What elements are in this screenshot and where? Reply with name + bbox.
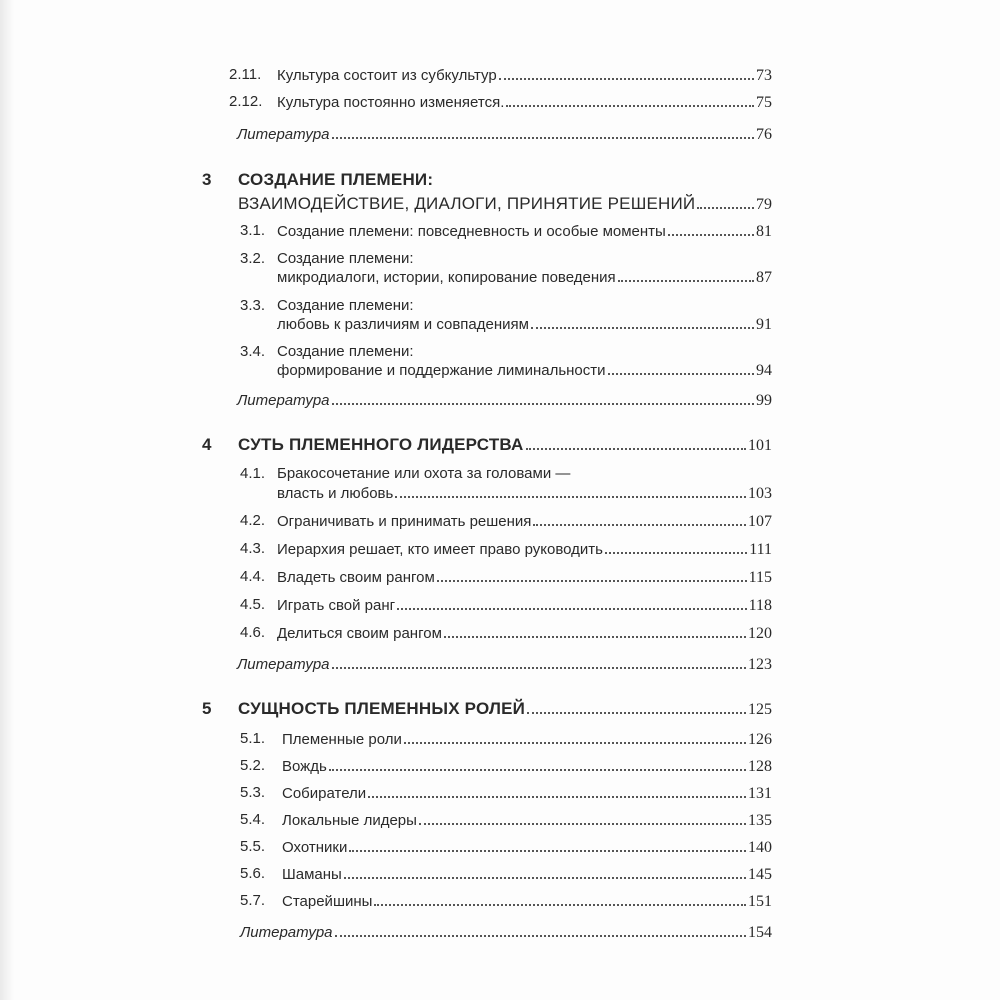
page-number: 140 — [748, 839, 772, 856]
page-number: 91 — [756, 316, 772, 333]
leader-dots — [332, 655, 747, 669]
chapter-number: 4 — [202, 435, 212, 454]
page-number: 111 — [749, 541, 772, 558]
page-number: 79 — [756, 196, 772, 213]
section-number: 2.12. — [229, 93, 263, 110]
chapter-number: 5 — [202, 699, 212, 718]
section-number: 4.3. — [240, 540, 266, 557]
section-number: 5.6. — [240, 865, 266, 882]
literature-title: Литература — [240, 924, 333, 941]
page-number: 126 — [748, 731, 772, 748]
leader-dots — [668, 222, 754, 236]
page-number: 94 — [756, 362, 772, 379]
literature-title: Литература — [237, 392, 330, 409]
section-number: 4.2. — [240, 512, 266, 529]
section-title: Культура состоит из субкультур — [277, 67, 497, 84]
page-edge-shadow — [0, 0, 14, 1000]
section-number: 5.2. — [240, 757, 266, 774]
leader-dots — [533, 512, 746, 526]
leader-dots — [444, 624, 746, 638]
leader-dots — [605, 540, 747, 554]
page-number: 145 — [748, 866, 772, 883]
section-title: Ограничивать и принимать решения — [277, 513, 532, 530]
section-title: Племенные роли — [282, 731, 402, 748]
section-number: 5.5. — [240, 838, 266, 855]
section-title: Шаманы — [282, 866, 342, 883]
chapter-title-line2: ВЗАИМОДЕЙСТВИЕ, ДИАЛОГИ, ПРИНЯТИЕ РЕШЕНИЙ — [238, 194, 696, 213]
page-number: 81 — [756, 223, 772, 240]
page-number: 76 — [756, 126, 772, 143]
section-number: 5.4. — [240, 811, 266, 828]
section-title-line2: микродиалоги, истории, копирование поведения — [277, 269, 616, 286]
leader-dots — [395, 484, 746, 498]
section-title-line1: Бракосочетание или охота за головами — — [277, 465, 571, 482]
page-number: 120 — [748, 625, 772, 642]
page-number: 87 — [756, 269, 772, 286]
leader-dots — [374, 892, 746, 906]
leader-dots — [329, 757, 746, 771]
section-number: 4.4. — [240, 568, 266, 585]
page-number: 128 — [748, 758, 772, 775]
section-title: Собиратели — [282, 785, 367, 802]
page-number: 125 — [748, 701, 772, 718]
section-title-line1: Создание племени: — [277, 343, 414, 360]
leader-dots — [618, 268, 754, 282]
chapter-title-line1: СОЗДАНИЕ ПЛЕМЕНИ: — [238, 170, 434, 189]
page-number: 123 — [748, 656, 772, 673]
section-title: Вождь — [282, 758, 327, 775]
section-title: Локальные лидеры — [282, 812, 417, 829]
section-title: Культура постоянно изменяется. — [277, 94, 505, 111]
page-number: 75 — [756, 94, 772, 111]
page-number: 101 — [748, 437, 772, 454]
page-number: 154 — [748, 924, 772, 941]
section-number: 5.1. — [240, 730, 266, 747]
chapter-title: СУТЬ ПЛЕМЕННОГО ЛИДЕРСТВА — [238, 435, 524, 454]
leader-dots — [349, 838, 746, 852]
leader-dots — [506, 93, 754, 107]
leader-dots — [499, 66, 754, 80]
section-title-line2: власть и любовь — [277, 485, 394, 502]
section-number: 5.7. — [240, 892, 266, 909]
section-title-line1: Создание племени: — [277, 250, 414, 267]
page-number: 99 — [756, 392, 772, 409]
leader-dots — [397, 596, 747, 610]
chapter-number: 3 — [202, 170, 212, 189]
page-number: 118 — [748, 597, 772, 614]
leader-dots — [368, 784, 746, 798]
page-number: 103 — [748, 485, 772, 502]
section-number: 3.3. — [240, 297, 266, 314]
page-number: 73 — [756, 67, 772, 84]
section-number: 3.2. — [240, 250, 266, 267]
page-number: 107 — [748, 513, 772, 530]
page-number: 151 — [748, 893, 772, 910]
section-title-line2: формирование и поддержание лиминальности — [277, 362, 606, 379]
section-title: Старейшины — [282, 893, 373, 910]
leader-dots — [332, 391, 755, 405]
section-number: 4.1. — [240, 465, 266, 482]
leader-dots — [608, 361, 754, 375]
section-number: 3.1. — [240, 222, 266, 239]
leader-dots — [697, 195, 754, 209]
section-title-line1: Создание племени: — [277, 297, 414, 314]
leader-dots — [344, 865, 746, 879]
leader-dots — [335, 923, 747, 937]
section-title-line2: любовь к различиям и совпадениям — [277, 316, 529, 333]
literature-title: Литература — [237, 126, 330, 143]
page-number: 115 — [748, 569, 772, 586]
literature-title: Литература — [237, 656, 330, 673]
page-number: 135 — [748, 812, 772, 829]
section-title: Делиться своим рангом — [277, 625, 442, 642]
section-title: Охотники — [282, 839, 348, 856]
leader-dots — [332, 125, 755, 139]
section-number: 4.6. — [240, 624, 266, 641]
section-number: 5.3. — [240, 784, 266, 801]
leader-dots — [526, 436, 746, 450]
section-title: Иерархия решает, кто имеет право руководить — [277, 541, 603, 558]
section-number: 3.4. — [240, 343, 266, 360]
section-number: 2.11. — [229, 66, 262, 83]
leader-dots — [531, 315, 754, 329]
leader-dots — [404, 730, 746, 744]
section-title: Создание племени: повседневность и особые моменты — [277, 223, 666, 240]
leader-dots — [437, 568, 747, 582]
chapter-title: СУЩНОСТЬ ПЛЕМЕННЫХ РОЛЕЙ — [238, 699, 526, 718]
leader-dots — [527, 700, 746, 714]
section-title: Владеть своим рангом — [277, 569, 435, 586]
section-number: 4.5. — [240, 596, 266, 613]
section-title: Играть свой ранг — [277, 597, 396, 614]
leader-dots — [419, 811, 746, 825]
page-number: 131 — [748, 785, 772, 802]
